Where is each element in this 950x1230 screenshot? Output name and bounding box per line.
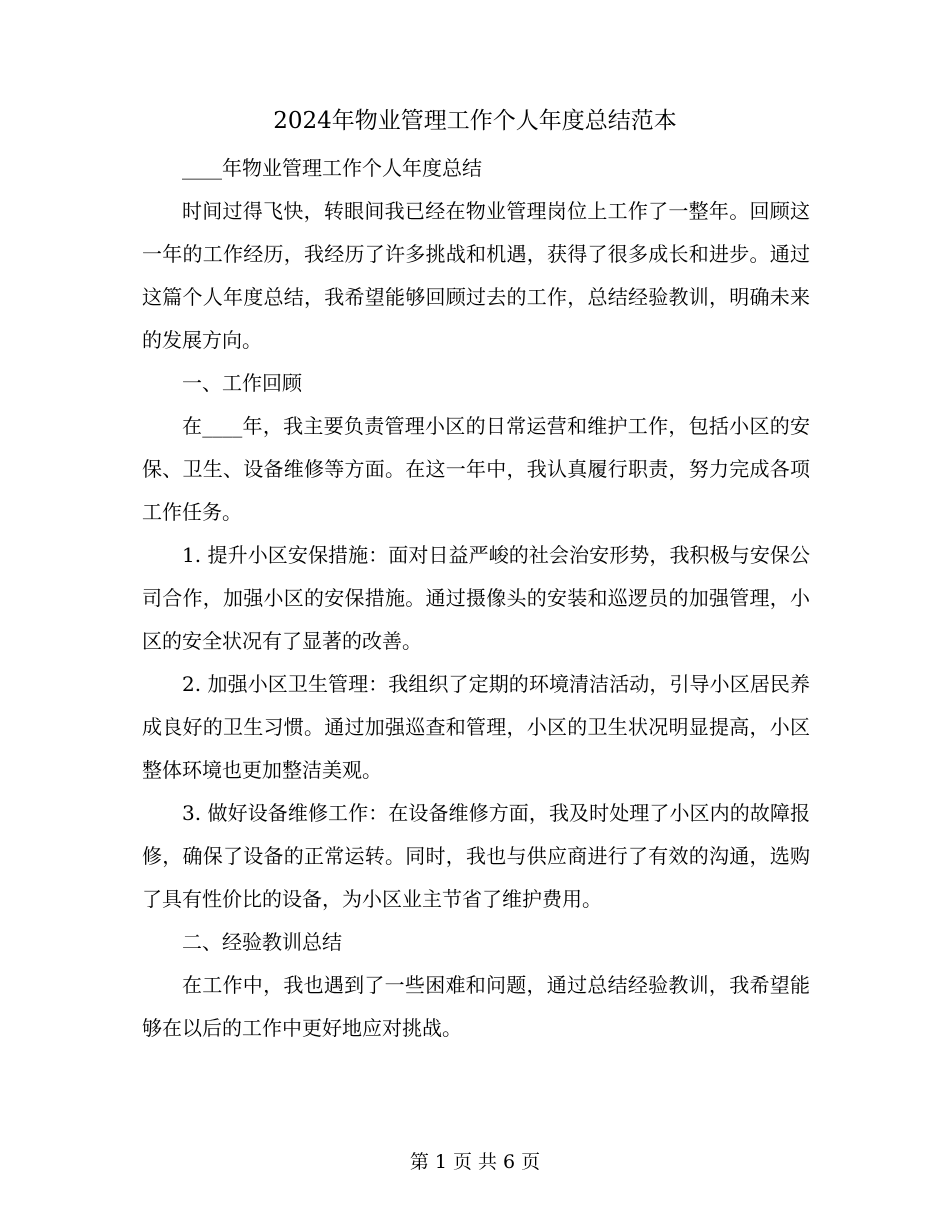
intro-paragraph: 时间过得飞快，转眼间我已经在物业管理岗位上工作了一整年。回顾这一年的工作经历，我经历了许多挑战和机遇，获得了很多成长和进步。通过这篇个人年度总结，我希望能够回顾过去的工作，总结经验教训，明确未来的发展方向。 [142, 199, 810, 352]
work-review-paragraph: 在____年，我主要负责管理小区的日常运营和维护工作，包括小区的安保、卫生、设备维修等方面。在这一年中，我认真履行职责，努力完成各项工作任务。 [142, 414, 810, 524]
section-heading-work-review: 一、工作回顾 [182, 371, 302, 395]
lessons-paragraph: 在工作中，我也遇到了一些困难和问题，通过总结经验教训，我希望能够在以后的工作中更好地应对挑战。 [142, 973, 810, 1040]
item-sanitation-paragraph: 2. 加强小区卫生管理：我组织了定期的环境清洁活动，引导小区居民养成良好的卫生习惯。通过加强巡查和管理，小区的卫生状况明显提高，小区整体环境也更加整洁美观。 [142, 672, 810, 782]
section-heading-lessons: 二、经验教训总结 [182, 930, 342, 954]
document-title: 2024年物业管理工作个人年度总结范本 [273, 108, 677, 134]
subtitle-paragraph: ____年物业管理工作个人年度总结 [182, 156, 482, 180]
document-body [142, 147, 810, 1050]
item-maintenance-paragraph: 3. 做好设备维修工作：在设备维修方面，我及时处理了小区内的故障报修，确保了设备的正常运转。同时，我也与供应商进行了有效的沟通，选购了具有性价比的设备，为小区业主节省了维护费用。 [142, 801, 810, 911]
page-footer [0, 1148, 950, 1176]
page-number: 第 1 页 共 6 页 [409, 1151, 541, 1173]
item-security-paragraph: 1. 提升小区安保措施：面对日益严峻的社会治安形势，我积极与安保公司合作，加强小区的安保措施。通过摄像头的安装和巡逻员的加强管理，小区的安全状况有了显著的改善。 [142, 543, 810, 653]
